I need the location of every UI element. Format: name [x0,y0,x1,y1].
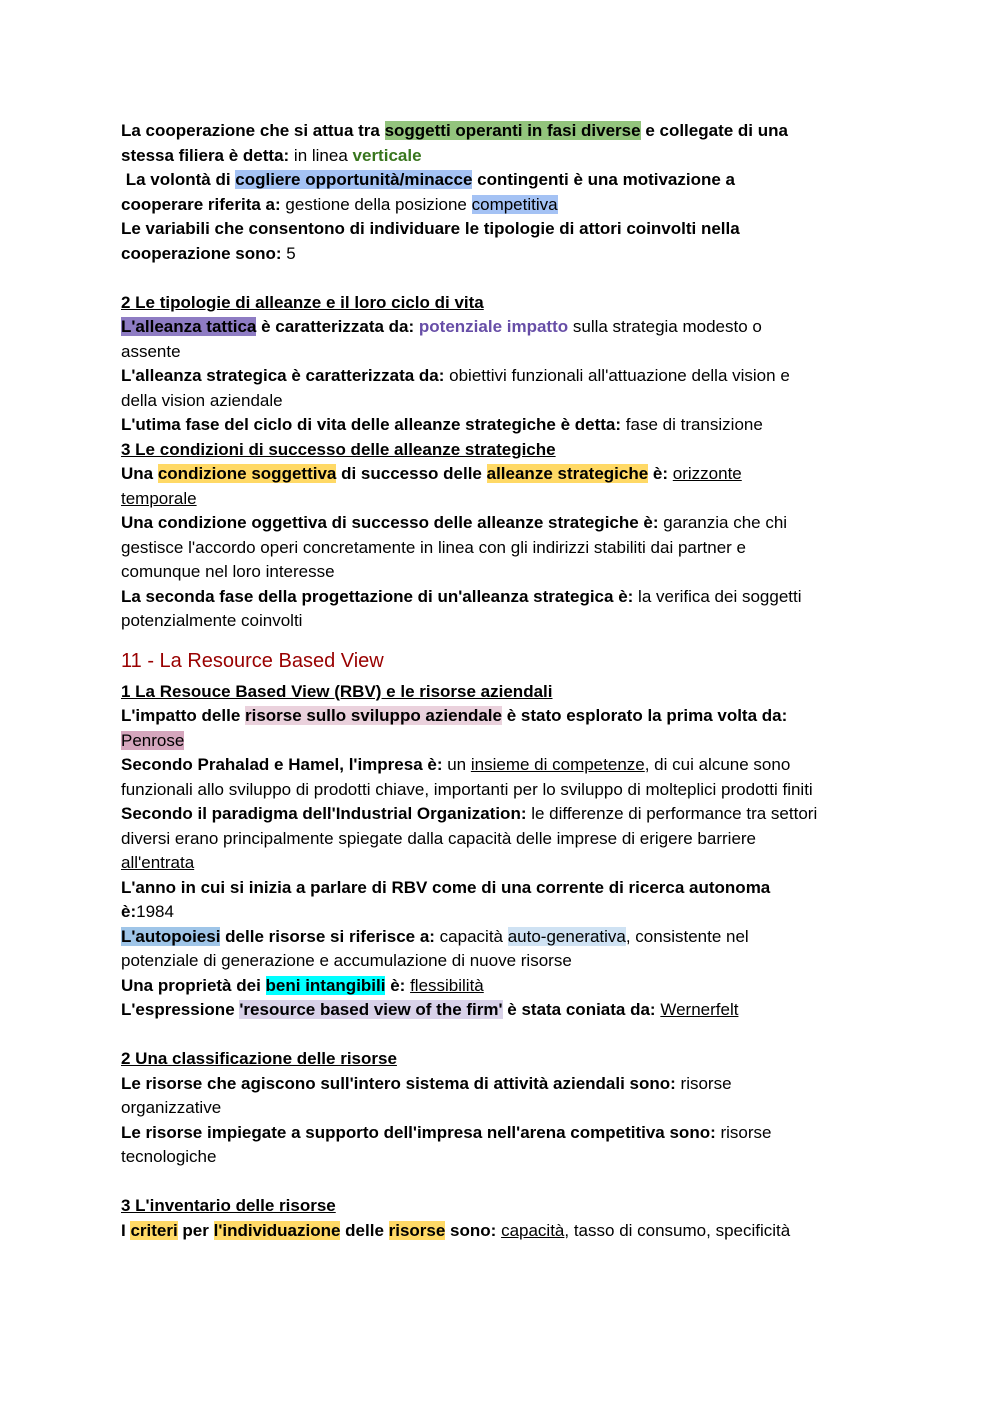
highlight-blue: L'autopoiesi [121,926,221,946]
highlight-lightblue: auto-generativa [507,926,626,946]
answer-text: in linea [289,145,353,165]
question-text: Le risorse che agiscono sull'intero sistema di attività aziendali sono: [121,1073,676,1093]
highlight-yellow: condizione soggettiva [157,464,337,483]
answer-underlined: all'entrata [121,853,195,872]
answer-text: assente [121,341,181,361]
text-line [121,802,891,827]
text-line [121,119,891,144]
question-text: stessa filiera è detta: [121,145,290,165]
subsection-heading: 2 Una classificazione delle risorse [121,1049,397,1068]
question-text: Una [121,464,158,483]
text-line [121,364,891,389]
answer-text: obiettivi funzionali all'attuazione della vision e [444,366,790,385]
answer-underlined: temporale [121,488,197,508]
question-text: La volontà di [121,170,236,189]
spacer [121,1170,891,1195]
answer-text: , di cui alcune sono [644,755,791,774]
question-text: e collegate di una [640,121,788,140]
text-line [121,193,891,218]
question-text: Secondo il paradigma dell'Industrial Organization: [121,804,527,823]
question-text: di successo delle [336,464,487,483]
question-text: è stata coniata da: [502,1000,656,1019]
answer-text: 5 [281,243,296,263]
answer-text: le differenze di performance tra settori [526,804,818,823]
question-text: La cooperazione che si attua tra [121,121,385,140]
question-text: La seconda fase della progettazione di un'alleanza strategica è: [121,586,634,606]
answer-text: sulla strategia modesto o [568,317,762,336]
highlight-green: soggetti operanti in fasi diverse [384,121,641,140]
section-title: 11 - La Resource Based View [121,649,384,672]
answer-text: potenzialmente coinvolti [121,611,303,630]
question-text: I [121,1220,131,1240]
question-text: sono: [445,1220,497,1240]
answer-text: la verifica dei soggetti [633,586,802,606]
text-line [121,168,891,193]
answer-text: 1984 [136,902,174,921]
answer-underlined: orizzonte [672,464,742,483]
question-text: per [177,1220,214,1240]
answer-text: organizzative [121,1098,222,1117]
question-text: è: [385,975,406,995]
highlight-yellow: l'individuazione [213,1220,341,1240]
question-text: L'espressione [121,1000,240,1019]
text-line [121,511,891,536]
highlight-yellow: criteri [130,1220,178,1240]
answer-text: , consistente nel [625,926,749,946]
answer-text: risorse [675,1073,732,1093]
question-text: contingenti è una motivazione a [472,170,735,189]
question-text: L'impatto delle [121,706,245,725]
answer-text: diversi erano principalmente spiegate dalla capacità delle imprese di erigere barriere [121,828,757,848]
question-text: Le variabili che consentono di individuare le tipologie di attori coinvolti nella [121,219,740,238]
highlight-yellow: risorse [388,1220,446,1240]
subsection-heading: 3 L'inventario delle risorse [121,1196,336,1215]
answer-emphasis-purple: potenziale impatto [414,317,569,336]
highlight-yellow: alleanze strategiche [486,464,649,483]
answer-text: gestisce l'accordo operi concretamente in linea con gli indirizzi stabiliti dai partner e [121,537,747,557]
question-text: delle [340,1220,389,1240]
answer-text: funzionali allo sviluppo di prodotti chiave, importanti per lo sviluppo di molteplici prodotti finiti [121,779,813,799]
text-line [121,1219,891,1244]
highlight-purple: L'alleanza tattica [121,317,257,336]
answer-text: gestione della posizione [280,194,472,214]
text-line [121,585,891,610]
text-line [121,925,891,950]
answer-underlined: capacità [501,1220,565,1240]
question-text: Una condizione oggettiva di successo delle alleanze strategiche è: [121,513,659,532]
text-line [121,413,891,438]
text-line [121,144,891,169]
question-text: L'alleanza strategica è caratterizzata da: [121,366,445,385]
highlight-blue: cogliere opportunità/minacce [235,170,473,189]
text-line [121,315,891,340]
text-line [121,462,891,487]
question-text: è caratterizzata da: [256,317,415,336]
answer-text: fase di transizione [621,415,763,434]
highlight-cyan: beni intangibili [265,975,386,995]
question-text: Secondo Prahalad e Hamel, l'impresa è: [121,755,443,774]
question-text: è stato esplorato la prima volta da: [501,706,788,725]
answer-text: risorse [715,1122,772,1142]
subsection-heading: 2 Le tipologie di alleanze e il loro ciclo di vita [121,292,484,312]
spacer [121,266,891,291]
text-line [121,1121,891,1146]
question-text: cooperare riferita a: [121,194,281,214]
question-text: Le risorse impiegate a supporto dell'impresa nell'arena competitiva sono: [121,1122,716,1142]
answer-text: , tasso di consumo, specificità [564,1220,791,1240]
highlight-lavender: 'resource based view of the firm' [239,1000,503,1019]
answer-underlined: insieme di competenze [470,755,645,774]
answer-text: un [442,755,471,774]
document-body [121,119,891,1243]
text-line [121,900,891,925]
question-text: L'utima fase del ciclo di vita delle alleanze strategiche è detta: [121,415,622,434]
answer-emphasis-green: verticale [352,145,422,165]
text-line [121,704,891,729]
text-line [121,974,891,999]
answer-text: capacità [434,926,508,946]
text-line [121,242,891,267]
text-line [121,998,891,1023]
question-text: delle risorse si riferisce a: [220,926,435,946]
answer-underlined: flessibilità [410,975,484,995]
answer-text: della vision aziendale [121,390,283,410]
subsection-heading: 3 Le condizioni di successo delle alleanze strategiche [121,439,556,459]
text-line [121,753,891,778]
question-text: è: [648,464,669,483]
question-text: cooperazione sono: [121,243,282,263]
subsection-heading: 1 La Resouce Based View (RBV) e le risorse aziendali [121,681,553,701]
spacer [121,1023,891,1048]
answer-text: garanzia che chi [658,513,788,532]
highlight-pink: Penrose [121,730,185,750]
question-text: Una proprietà dei [121,975,266,995]
question-text: è: [121,902,137,921]
answer-underlined: Wernerfelt [660,1000,739,1019]
question-text: L'anno in cui si inizia a parlare di RBV come di una corrente di ricerca autonoma [121,877,771,897]
text-line [121,729,891,754]
highlight-blue: competitiva [471,194,558,214]
answer-text: potenziale di generazione e accumulazione di nuove risorse [121,951,572,970]
answer-text: comunque nel loro interesse [121,562,335,581]
text-line [121,1072,891,1097]
answer-text: tecnologiche [121,1147,217,1166]
highlight-pink: risorse sullo sviluppo aziendale [245,706,502,725]
